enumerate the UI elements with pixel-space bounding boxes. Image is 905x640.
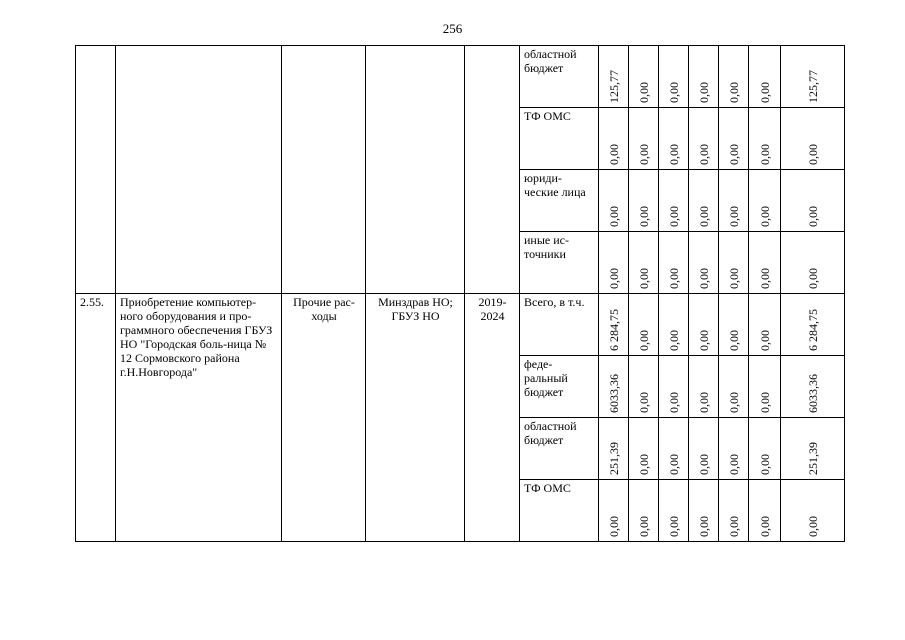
funding-source-cell: областной бюджет	[520, 46, 599, 108]
value-cell: 0,00	[659, 170, 689, 232]
value-cell: 6033,36	[599, 356, 629, 418]
value-cell: 0,00	[719, 108, 749, 170]
total-cell: 6 284,75	[781, 294, 845, 356]
value-cell: 0,00	[629, 108, 659, 170]
funding-source-cell: феде-ральный бюджет	[520, 356, 599, 418]
funding-source-cell: Всего, в т.ч.	[520, 294, 599, 356]
value-cell: 0,00	[659, 480, 689, 542]
total-cell: 0,00	[781, 232, 845, 294]
value-cell: 0,00	[629, 356, 659, 418]
value-cell: 0,00	[749, 232, 781, 294]
value-cell: 0,00	[689, 46, 719, 108]
funding-source-cell: ТФ ОМС	[520, 480, 599, 542]
total-cell: 0,00	[781, 170, 845, 232]
value-cell: 0,00	[689, 294, 719, 356]
value-cell: 0,00	[629, 170, 659, 232]
value-cell: 0,00	[659, 108, 689, 170]
value-cell: 0,00	[749, 170, 781, 232]
value-cell: 0,00	[749, 356, 781, 418]
value-cell: 0,00	[749, 294, 781, 356]
value-cell: 0,00	[719, 418, 749, 480]
value-cell: 125,77	[599, 46, 629, 108]
value-cell: 0,00	[599, 232, 629, 294]
value-cell: 0,00	[719, 232, 749, 294]
total-cell: 125,77	[781, 46, 845, 108]
value-cell: 0,00	[689, 418, 719, 480]
item-name-cell	[116, 46, 282, 294]
funding-source-cell: областной бюджет	[520, 418, 599, 480]
period: 2019-2024	[465, 294, 520, 542]
item-name: Приобретение компьютер-ного оборудования и про-граммного обеспечения ГБУЗ НО "Городская боль-ница № 12 Сормовского района г.Н.Новгорода"	[116, 294, 282, 542]
value-cell: 0,00	[629, 46, 659, 108]
value-cell: 0,00	[749, 480, 781, 542]
table-row	[76, 46, 845, 108]
item-number-cell	[76, 46, 116, 294]
page-number: 256	[442, 21, 463, 36]
funding-source-cell: иные ис-точники	[520, 232, 599, 294]
value-cell: 0,00	[659, 356, 689, 418]
item-2-55-rows	[76, 294, 845, 542]
value-cell: 0,00	[689, 232, 719, 294]
value-cell: 0,00	[629, 294, 659, 356]
value-cell: 0,00	[749, 418, 781, 480]
value-cell: 0,00	[689, 170, 719, 232]
total-cell: 251,39	[781, 418, 845, 480]
value-cell: 0,00	[689, 480, 719, 542]
value-cell: 0,00	[719, 294, 749, 356]
value-cell: 6 284,75	[599, 294, 629, 356]
total-cell: 0,00	[781, 480, 845, 542]
value-cell: 0,00	[629, 418, 659, 480]
executor: Минздрав НО; ГБУЗ НО	[366, 294, 465, 542]
value-cell: 0,00	[719, 46, 749, 108]
value-cell: 0,00	[629, 232, 659, 294]
funding-source-cell: ТФ ОМС	[520, 108, 599, 170]
table-row	[76, 294, 845, 356]
expense-type: Прочие рас-ходы	[282, 294, 366, 542]
value-cell: 0,00	[719, 170, 749, 232]
executor-cell	[366, 46, 465, 294]
value-cell: 0,00	[749, 108, 781, 170]
total-cell: 6033,36	[781, 356, 845, 418]
funding-source-cell: юриди-ческие лица	[520, 170, 599, 232]
value-cell: 0,00	[659, 232, 689, 294]
value-cell: 0,00	[659, 294, 689, 356]
value-cell: 0,00	[659, 46, 689, 108]
expense-type-cell	[282, 46, 366, 294]
value-cell: 0,00	[599, 108, 629, 170]
value-cell: 0,00	[749, 46, 781, 108]
value-cell: 0,00	[659, 418, 689, 480]
value-cell: 0,00	[599, 170, 629, 232]
prev-item-rows	[76, 46, 845, 294]
value-cell: 0,00	[719, 356, 749, 418]
period-cell	[465, 46, 520, 294]
item-number: 2.55.	[76, 294, 116, 542]
budget-table	[75, 45, 845, 542]
value-cell: 0,00	[689, 108, 719, 170]
value-cell: 251,39	[599, 418, 629, 480]
value-cell: 0,00	[689, 356, 719, 418]
value-cell: 0,00	[629, 480, 659, 542]
total-cell: 0,00	[781, 108, 845, 170]
value-cell: 0,00	[599, 480, 629, 542]
value-cell: 0,00	[719, 480, 749, 542]
